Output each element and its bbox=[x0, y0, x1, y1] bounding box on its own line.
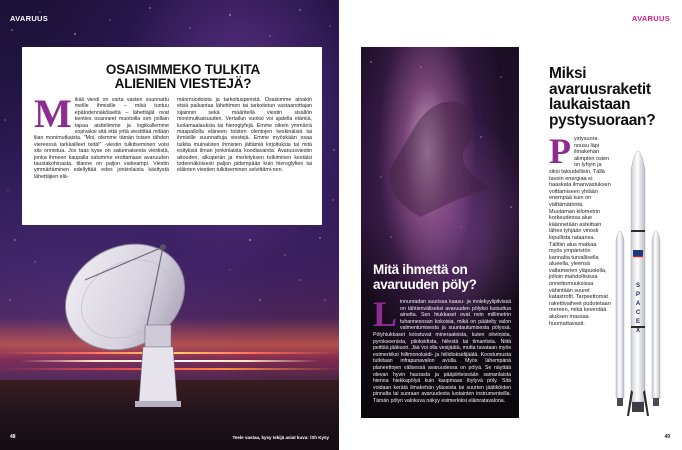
left-page bbox=[0, 0, 339, 450]
article-body-1: ikäli viesti on varta vasten suunnattu meille ihmisille – mikä tuntuu epätodennäköiseltä – lähettäjät ovat kenties osanneet muotoilla sen joillain tapaa aistielimme ja logiikallemme sopivaksi sitä että yritä viestittää mitään liian monimutkaista. "Moi, olemme tämän toisen tähden viereessä tarkkailleet teitä!" -viestin tulkitseminen voisi siis onnistua. Jos taas kyse on satunnaisesta viestistä, jonka ihmeen kaupalla satumme erottamaan avaruuden taustakohinasta, tilanne on paljon vaikeampi. Viestin ymmärtäminen edellyttää edes jonkinlaista käsitystä lähettäjien elä- bbox=[34, 97, 169, 180]
rocket-paragraph: ystysuora nousu läpi ilmakehän alimpien osien on lyhyin ja siksi taloudellisin. Tällä tavoin energiaa ei haaskata ilmanvastuksen voittamiseen yhtään enempää kuin on välttämätöntä. Muutaman kilometrin korkeudessa alue käännetään asteittain lähes tyhjään vinosti lopullista rataansa. Tällöin alus matkaa myös ympäristön kannalta turvallisella alueella, yleensä valtamerien yläpuolella, jolloin mahdollisissa onnettomuuksissa vähintään suuret katastrofit. Tarpeettomat rakettivaiheet pudotetaan mereen, mikä keventää aluksen massaa huomattavasti. bbox=[549, 136, 611, 327]
article-title: OSAISIMMEKO TULKITA ALIENIEN VIESTEJÄ? bbox=[105, 62, 261, 91]
radio-telescope-dish bbox=[45, 225, 225, 410]
page-number: 49 bbox=[664, 434, 670, 440]
photo-credit: Teele vastaa, kysy tekijä asiat kuva: /Sh Kysy bbox=[232, 435, 329, 440]
dropcap: M bbox=[34, 91, 72, 136]
article-body-2: mänmuodoista ja tarkoitusperistä. Osaisimme ainakin etsiä paikantaa lähettimen tai tarkoitetun vastaanottajan sijainnin sekä määritellä viestin sisällön monimutkaisuuden. Vertailun vuoksi voi ajatella elämiä, luolamaalauksia tai hieroglyfejä. Emme oikein ymmärrä maapallolla eläneen toisten olentojen keskinäisiä tai ihmisille suunnattuja viestejä. Emme myöskään osaa tulkita muinaisten ihmisten jättämiä kirjoituksia tai mitä esityksiä ilman jonkinlaista koodiavainta. Avaruusviestin aitouden, alkuperän ja merkityksen tutkiminen kestäisi todennäköisesti paljon pidempään kuin hieroglyfien tai eläinten viestien tulkitseminen selvittämi-nen. bbox=[177, 97, 312, 174]
dropcap: L bbox=[373, 294, 398, 334]
rocket-body bbox=[549, 131, 611, 327]
dust-paragraph: innunradan suurissa kaasu- ja molekyylipilvissä on tähtienväliseksi avaruuden pölyksi kutsuttua ainetta. Sen hiukkaset ovat noin millimetrin tuhannesosan kokoisia, mikä on päätelty valon valmentumisesta ja suuntautumisesta pölyssä. Pölyhiukkaset koostuvat mineraaleista, kuten oliviinista, pyrokseenista, piioksidista, hiilestä tai timantista. Niitä peittää jääkuori. Jää voi olla vesijäätä, mutta tavataan myös esimerkiksi hiilimonoksidi- ja hiilidioksidijäätä. Koostumusta tutkitaan infrapunavalon avulla. Myös lähempänä planeettojen välisessä avaruudessa on pölyä. Se näyttää olevan hyvin haurasta ja pääpiirteissään samanlaista hienoa hiekkapölyä kuin kaupmaas löytyvä pöly. Sitä voidaan kerätä ilmakehän yläosista tai suurten jäätiköiden pinnalta tai suoraan avaruudesta luotainten instrumenteilla. Tämän pölyn valokuva näkyy esimerkiksi eläinratavalona. bbox=[373, 299, 511, 404]
dropcap: P bbox=[549, 131, 571, 171]
section-tag: AVARUUS bbox=[631, 14, 670, 23]
nebula-panel bbox=[361, 47, 519, 418]
article-column-2 bbox=[177, 97, 312, 180]
page-number: 48 bbox=[10, 434, 16, 440]
right-page bbox=[343, 0, 682, 450]
article-column-1 bbox=[34, 91, 169, 180]
rocket-illustration bbox=[613, 130, 663, 420]
dust-body bbox=[373, 294, 511, 405]
rocket-lettering: SPACEX bbox=[635, 283, 641, 334]
article-box bbox=[22, 47, 322, 225]
article-columns bbox=[34, 91, 312, 180]
section-tag: AVARUUS bbox=[10, 14, 49, 23]
dust-title: Mitä ihmettä on avaruuden pöly? bbox=[373, 262, 477, 292]
rocket-title: Miksi avaruusraketit laukaistaan pystysuoraan? bbox=[549, 65, 656, 129]
